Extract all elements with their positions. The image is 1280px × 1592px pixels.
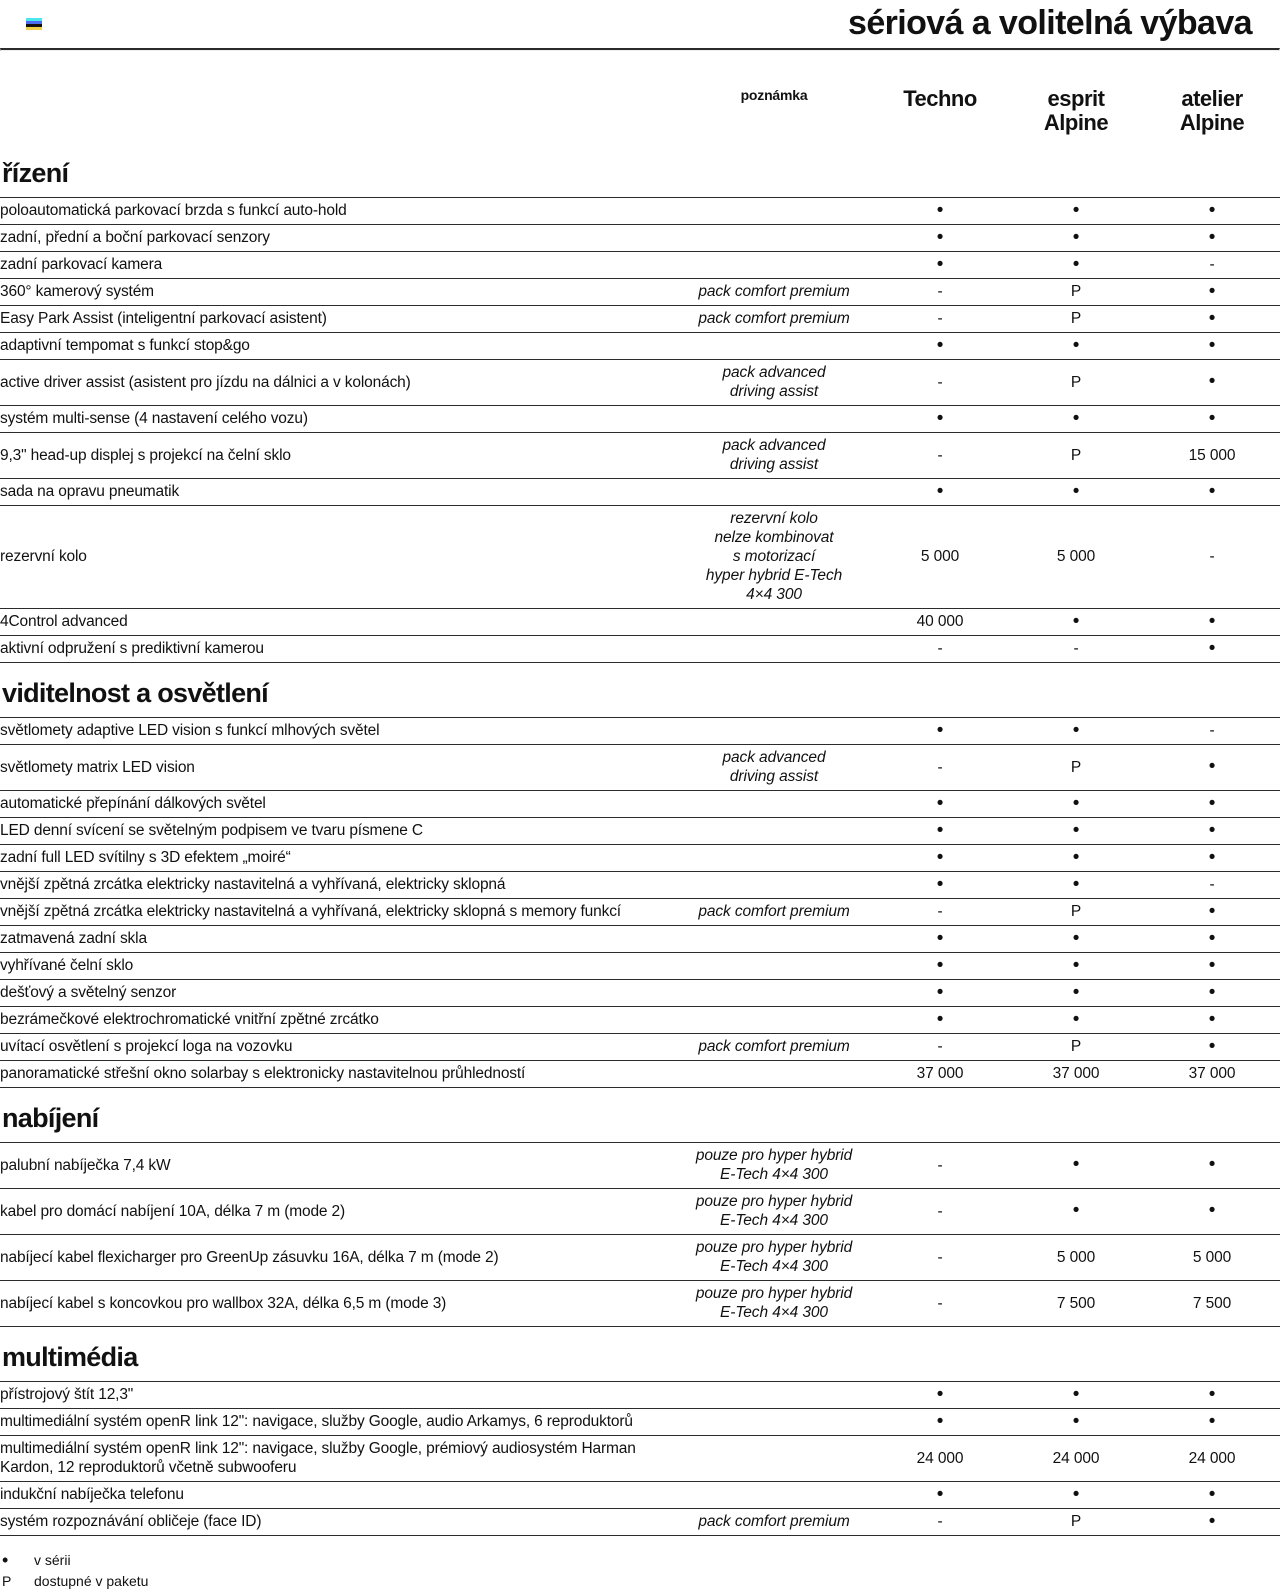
feature-note <box>676 953 872 980</box>
feature-label: systém rozpoznávání obličeje (face ID) <box>0 1509 676 1536</box>
feature-label: indukční nabíječka telefonu <box>0 1482 676 1509</box>
value-techno: • <box>872 872 1008 899</box>
feature-note <box>676 636 872 663</box>
table-row <box>0 718 1280 745</box>
value-esprit-alpine: • <box>1008 1482 1144 1509</box>
feature-label: multimediální systém openR link 12": navigace, služby Google, prémiový audiosystém Harman Kardon, 12 reproduktorů včetně subwooferu <box>0 1436 676 1482</box>
value-techno: • <box>872 1409 1008 1436</box>
value-esprit-alpine: P <box>1008 1509 1144 1536</box>
value-techno: • <box>872 406 1008 433</box>
value-atelier-alpine: - <box>1144 506 1280 609</box>
table-column-header <box>0 51 1280 143</box>
feature-note <box>676 1436 872 1482</box>
section-title-multim-dia: multimédia <box>2 1342 138 1372</box>
table-row <box>0 1281 1280 1327</box>
table-row <box>0 506 1280 609</box>
feature-note: pouze pro hyper hybrid E-Tech 4×4 300 <box>676 1235 872 1281</box>
feature-note: pack comfort premium <box>676 306 872 333</box>
value-techno: • <box>872 818 1008 845</box>
equipment-sections <box>0 143 1280 1536</box>
table-row <box>0 1509 1280 1536</box>
value-atelier-alpine: • <box>1144 1143 1280 1189</box>
feature-note: pouze pro hyper hybrid E-Tech 4×4 300 <box>676 1281 872 1327</box>
value-esprit-alpine: • <box>1008 198 1144 225</box>
value-atelier-alpine: • <box>1144 1007 1280 1034</box>
feature-label: zatmavená zadní skla <box>0 926 676 953</box>
feature-label: systém multi-sense (4 nastavení celého vozu) <box>0 406 676 433</box>
value-esprit-alpine: • <box>1008 926 1144 953</box>
column-header-techno-label: Techno <box>903 86 977 111</box>
value-atelier-alpine: • <box>1144 1034 1280 1061</box>
value-techno: • <box>872 845 1008 872</box>
feature-label: nabíjecí kabel s koncovkou pro wallbox 32A, délka 6,5 m (mode 3) <box>0 1281 676 1327</box>
column-header-esprit-alpine <box>1008 87 1144 135</box>
value-esprit-alpine: • <box>1008 818 1144 845</box>
value-atelier-alpine: - <box>1144 872 1280 899</box>
section-title-nab-jen: nabíjení <box>2 1103 99 1133</box>
value-esprit-alpine: • <box>1008 1007 1144 1034</box>
column-header-feature-spacer <box>0 87 676 135</box>
value-techno: - <box>872 306 1008 333</box>
table-row <box>0 225 1280 252</box>
value-techno: • <box>872 225 1008 252</box>
value-atelier-alpine: • <box>1144 333 1280 360</box>
value-techno: • <box>872 980 1008 1007</box>
equipment-table-viditelnost-a-osv-tlen <box>0 717 1280 1088</box>
value-techno: • <box>872 1382 1008 1409</box>
feature-label: Easy Park Assist (inteligentní parkovací asistent) <box>0 306 676 333</box>
table-row <box>0 818 1280 845</box>
table-row <box>0 1409 1280 1436</box>
value-esprit-alpine: 5 000 <box>1008 1235 1144 1281</box>
value-techno: • <box>872 252 1008 279</box>
feature-note: pack advanced driving assist <box>676 433 872 479</box>
table-row <box>0 1482 1280 1509</box>
feature-note: pack advanced driving assist <box>676 745 872 791</box>
value-atelier-alpine: • <box>1144 926 1280 953</box>
value-atelier-alpine: • <box>1144 745 1280 791</box>
table-row <box>0 980 1280 1007</box>
table-row <box>0 872 1280 899</box>
table-row <box>0 953 1280 980</box>
value-atelier-alpine: • <box>1144 1409 1280 1436</box>
feature-label: zadní, přední a boční parkovací senzory <box>0 225 676 252</box>
value-atelier-alpine: 5 000 <box>1144 1235 1280 1281</box>
value-esprit-alpine: • <box>1008 252 1144 279</box>
value-esprit-alpine: 37 000 <box>1008 1061 1144 1088</box>
value-atelier-alpine: • <box>1144 1189 1280 1235</box>
value-techno: • <box>872 718 1008 745</box>
value-techno: - <box>872 636 1008 663</box>
value-atelier-alpine: • <box>1144 225 1280 252</box>
value-esprit-alpine: P <box>1008 279 1144 306</box>
value-atelier-alpine: • <box>1144 360 1280 406</box>
feature-label: kabel pro domácí nabíjení 10A, délka 7 m (mode 2) <box>0 1189 676 1235</box>
table-row <box>0 433 1280 479</box>
value-esprit-alpine: • <box>1008 333 1144 360</box>
feature-label: světlomety adaptive LED vision s funkcí mlhových světel <box>0 718 676 745</box>
table-row <box>0 791 1280 818</box>
table-row <box>0 198 1280 225</box>
value-techno: 40 000 <box>872 609 1008 636</box>
feature-label: nabíjecí kabel flexicharger pro GreenUp zásuvku 16A, délka 7 m (mode 2) <box>0 1235 676 1281</box>
value-esprit-alpine: P <box>1008 745 1144 791</box>
value-esprit-alpine: • <box>1008 872 1144 899</box>
value-techno: - <box>872 360 1008 406</box>
table-row <box>0 279 1280 306</box>
table-row <box>0 1189 1280 1235</box>
value-atelier-alpine: • <box>1144 306 1280 333</box>
column-header-esprit-line2: Alpine <box>1043 110 1109 135</box>
feature-note <box>676 718 872 745</box>
value-atelier-alpine: • <box>1144 1482 1280 1509</box>
value-atelier-alpine: • <box>1144 1382 1280 1409</box>
feature-label: multimediální systém openR link 12": navigace, služby Google, audio Arkamys, 6 reproduktorů <box>0 1409 676 1436</box>
value-atelier-alpine: • <box>1144 1509 1280 1536</box>
feature-note <box>676 1007 872 1034</box>
value-techno: - <box>872 279 1008 306</box>
legend-p-icon: P <box>2 1573 12 1589</box>
brand-color-bars-icon <box>26 18 42 30</box>
table-row <box>0 406 1280 433</box>
value-esprit-alpine: P <box>1008 899 1144 926</box>
value-esprit-alpine: - <box>1008 636 1144 663</box>
feature-label: bezrámečkové elektrochromatické vnitřní zpětné zrcátko <box>0 1007 676 1034</box>
legend <box>0 1550 1280 1592</box>
feature-note <box>676 406 872 433</box>
feature-note <box>676 225 872 252</box>
value-techno: • <box>872 791 1008 818</box>
feature-note <box>676 609 872 636</box>
value-techno: • <box>872 953 1008 980</box>
table-row <box>0 745 1280 791</box>
equipment-table-multim-dia <box>0 1381 1280 1536</box>
feature-label: dešťový a světelný senzor <box>0 980 676 1007</box>
value-atelier-alpine: 15 000 <box>1144 433 1280 479</box>
feature-label: LED denní svícení se světelným podpisem ve tvaru písmene C <box>0 818 676 845</box>
table-row <box>0 899 1280 926</box>
legend-dot-label: v sérii <box>34 1552 71 1568</box>
table-row <box>0 360 1280 406</box>
legend-p-label: dostupné v paketu <box>34 1573 149 1589</box>
value-esprit-alpine: • <box>1008 791 1144 818</box>
feature-note <box>676 1409 872 1436</box>
table-row <box>0 1143 1280 1189</box>
table-row <box>0 252 1280 279</box>
value-esprit-alpine: • <box>1008 609 1144 636</box>
feature-label: active driver assist (asistent pro jízdu na dálnici a v kolonách) <box>0 360 676 406</box>
legend-row-package <box>2 1571 1280 1592</box>
table-row <box>0 479 1280 506</box>
feature-label: rezervní kolo <box>0 506 676 609</box>
value-esprit-alpine: • <box>1008 980 1144 1007</box>
table-row <box>0 926 1280 953</box>
value-techno: • <box>872 926 1008 953</box>
feature-label: palubní nabíječka 7,4 kW <box>0 1143 676 1189</box>
value-atelier-alpine: • <box>1144 818 1280 845</box>
column-header-esprit-line1: esprit <box>1047 86 1105 111</box>
value-techno: - <box>872 745 1008 791</box>
value-atelier-alpine: 37 000 <box>1144 1061 1280 1088</box>
value-techno: • <box>872 1007 1008 1034</box>
page-header <box>0 0 1280 48</box>
value-atelier-alpine: • <box>1144 845 1280 872</box>
value-techno: - <box>872 1235 1008 1281</box>
feature-label: uvítací osvětlení s projekcí loga na vozovku <box>0 1034 676 1061</box>
column-header-note: poznámka <box>740 87 808 103</box>
value-atelier-alpine: - <box>1144 718 1280 745</box>
feature-label: poloautomatická parkovací brzda s funkcí auto-hold <box>0 198 676 225</box>
value-atelier-alpine: • <box>1144 198 1280 225</box>
value-esprit-alpine: • <box>1008 1382 1144 1409</box>
table-row <box>0 1436 1280 1482</box>
value-techno: - <box>872 433 1008 479</box>
feature-label: vnější zpětná zrcátka elektricky nastavitelná a vyhřívaná, elektricky sklopná <box>0 872 676 899</box>
value-esprit-alpine: • <box>1008 718 1144 745</box>
column-header-atelier-alpine <box>1144 87 1280 135</box>
value-atelier-alpine: • <box>1144 609 1280 636</box>
feature-note: pouze pro hyper hybrid E-Tech 4×4 300 <box>676 1189 872 1235</box>
column-header-atelier-line2: Alpine <box>1179 110 1245 135</box>
feature-label: aktivní odpružení s prediktivní kamerou <box>0 636 676 663</box>
feature-label: vnější zpětná zrcátka elektricky nastavitelná a vyhřívaná, elektricky sklopná s memory funkcí <box>0 899 676 926</box>
feature-label: vyhřívané čelní sklo <box>0 953 676 980</box>
value-atelier-alpine: • <box>1144 791 1280 818</box>
feature-note <box>676 479 872 506</box>
value-techno: 37 000 <box>872 1061 1008 1088</box>
value-atelier-alpine: • <box>1144 479 1280 506</box>
feature-note <box>676 980 872 1007</box>
value-techno: - <box>872 1189 1008 1235</box>
legend-row-standard <box>2 1550 1280 1571</box>
value-techno: • <box>872 479 1008 506</box>
table-row <box>0 845 1280 872</box>
feature-label: zadní full LED svítilny s 3D efektem „moiré“ <box>0 845 676 872</box>
feature-note <box>676 252 872 279</box>
table-row <box>0 1382 1280 1409</box>
table-row <box>0 1235 1280 1281</box>
table-row <box>0 306 1280 333</box>
value-atelier-alpine: 24 000 <box>1144 1436 1280 1482</box>
table-row <box>0 609 1280 636</box>
value-esprit-alpine: 5 000 <box>1008 506 1144 609</box>
feature-note: pouze pro hyper hybrid E-Tech 4×4 300 <box>676 1143 872 1189</box>
value-atelier-alpine: • <box>1144 279 1280 306</box>
value-esprit-alpine: P <box>1008 1034 1144 1061</box>
value-atelier-alpine: • <box>1144 953 1280 980</box>
feature-label: 4Control advanced <box>0 609 676 636</box>
value-atelier-alpine: 7 500 <box>1144 1281 1280 1327</box>
column-header-atelier-line1: atelier <box>1181 86 1243 111</box>
feature-label: světlomety matrix LED vision <box>0 745 676 791</box>
value-techno: • <box>872 1482 1008 1509</box>
table-row <box>0 333 1280 360</box>
value-esprit-alpine: • <box>1008 1143 1144 1189</box>
value-esprit-alpine: • <box>1008 953 1144 980</box>
feature-note <box>676 926 872 953</box>
feature-note <box>676 1382 872 1409</box>
value-atelier-alpine: • <box>1144 636 1280 663</box>
value-techno: • <box>872 198 1008 225</box>
feature-note <box>676 333 872 360</box>
feature-label: automatické přepínání dálkových světel <box>0 791 676 818</box>
feature-note: pack advanced driving assist <box>676 360 872 406</box>
feature-note: rezervní kolo nelze kombinovat s motorizací hyper hybrid E-Tech 4×4 300 <box>676 506 872 609</box>
value-esprit-alpine: P <box>1008 433 1144 479</box>
table-row <box>0 1007 1280 1034</box>
feature-label: 9,3" head-up displej s projekcí na čelní sklo <box>0 433 676 479</box>
feature-note: pack comfort premium <box>676 279 872 306</box>
value-techno: - <box>872 899 1008 926</box>
feature-label: 360° kamerový systém <box>0 279 676 306</box>
value-esprit-alpine: P <box>1008 360 1144 406</box>
equipment-table-nab-jen <box>0 1142 1280 1327</box>
value-techno: 24 000 <box>872 1436 1008 1482</box>
feature-note: pack comfort premium <box>676 1034 872 1061</box>
value-esprit-alpine: • <box>1008 1189 1144 1235</box>
value-techno: - <box>872 1281 1008 1327</box>
feature-note <box>676 818 872 845</box>
feature-label: adaptivní tempomat s funkcí stop&go <box>0 333 676 360</box>
feature-note <box>676 845 872 872</box>
value-atelier-alpine: - <box>1144 252 1280 279</box>
feature-label: sada na opravu pneumatik <box>0 479 676 506</box>
value-esprit-alpine: 7 500 <box>1008 1281 1144 1327</box>
feature-note: pack comfort premium <box>676 1509 872 1536</box>
feature-label: panoramatické střešní okno solarbay s elektronicky nastavitelnou průhledností <box>0 1061 676 1088</box>
feature-label: zadní parkovací kamera <box>0 252 676 279</box>
value-techno: 5 000 <box>872 506 1008 609</box>
value-atelier-alpine: • <box>1144 406 1280 433</box>
value-techno: - <box>872 1143 1008 1189</box>
value-esprit-alpine: • <box>1008 845 1144 872</box>
value-esprit-alpine: • <box>1008 406 1144 433</box>
feature-note <box>676 791 872 818</box>
value-atelier-alpine: • <box>1144 899 1280 926</box>
equipment-table-zen <box>0 197 1280 663</box>
feature-note <box>676 1061 872 1088</box>
feature-note: pack comfort premium <box>676 899 872 926</box>
column-header-techno <box>872 87 1008 135</box>
feature-note <box>676 1482 872 1509</box>
value-esprit-alpine: • <box>1008 225 1144 252</box>
feature-note <box>676 198 872 225</box>
value-esprit-alpine: P <box>1008 306 1144 333</box>
feature-label: přístrojový štít 12,3" <box>0 1382 676 1409</box>
legend-dot-icon: • <box>2 1550 9 1570</box>
feature-note <box>676 872 872 899</box>
value-atelier-alpine: • <box>1144 980 1280 1007</box>
section-title-zen: řízení <box>2 158 69 188</box>
value-techno: - <box>872 1034 1008 1061</box>
value-techno: • <box>872 333 1008 360</box>
value-techno: - <box>872 1509 1008 1536</box>
value-esprit-alpine: • <box>1008 479 1144 506</box>
value-esprit-alpine: • <box>1008 1409 1144 1436</box>
table-row <box>0 1034 1280 1061</box>
section-title-viditelnost-a-osv-tlen: viditelnost a osvětlení <box>2 678 268 708</box>
value-esprit-alpine: 24 000 <box>1008 1436 1144 1482</box>
table-row <box>0 636 1280 663</box>
table-row <box>0 1061 1280 1088</box>
page-title: sériová a volitelná výbava <box>848 4 1252 42</box>
